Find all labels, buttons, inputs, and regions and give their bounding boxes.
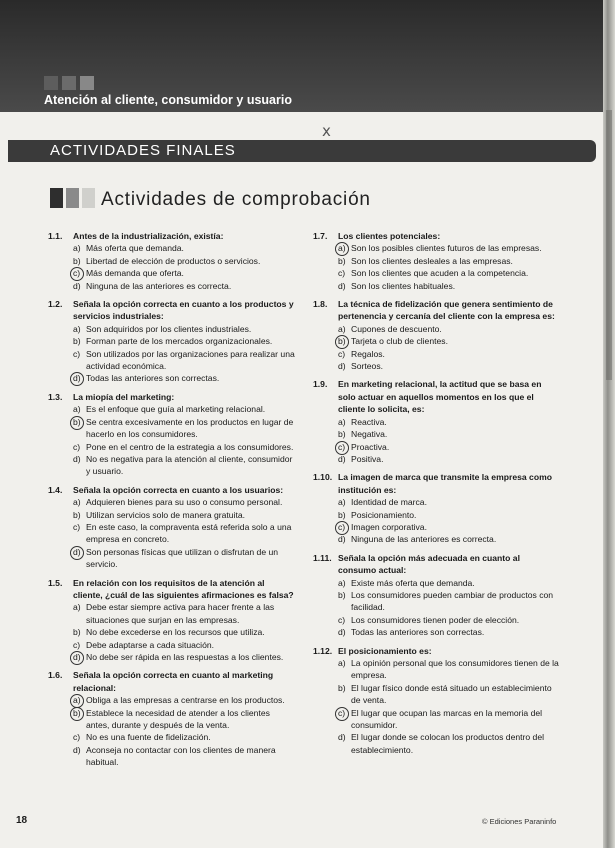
answer-option [338,614,560,626]
answer-option-circled [73,416,295,441]
header-square-icon [80,76,94,90]
question-item [313,645,560,757]
option-text: No debe ser rápida en las respuestas a los clientes. [86,652,284,662]
question-header [313,230,560,242]
option-letter: b) [73,255,81,266]
option-text: Positiva. [351,453,384,464]
question-text: La técnica de fidelización que genera sentimiento de pertenencia y cercanía del cliente con la empresa es: [338,299,555,322]
answer-option-circled [73,372,295,384]
question-text: El posicionamiento es: [338,645,432,656]
answer-option-circled [73,707,295,732]
answer-option-circled [73,546,295,571]
option-text: Imagen corporativa. [351,521,427,532]
answer-option [73,453,295,478]
option-letter: d) [73,372,86,384]
section-bar [8,140,596,162]
chapter-title: Atención al cliente, consumidor y usuario [44,93,292,107]
option-text: Proactiva. [351,441,390,452]
option-text: Debe estar siempre activa para hacer frente a las situaciones que surjan en las empresas. [86,602,275,625]
answer-option [338,267,560,279]
answer-option [73,521,295,546]
answer-option [338,577,560,589]
question-number: 1.4. [48,484,63,495]
answer-option [338,428,560,440]
answer-option [338,682,560,707]
option-letter: c) [338,441,351,453]
question-header [313,471,560,496]
option-text: Son los clientes que acuden a la competencia. [351,268,529,279]
option-letter: a) [73,323,81,334]
option-letter: b) [73,416,86,441]
option-letter: d) [338,534,346,545]
option-letter: c) [338,614,346,625]
option-letter: c) [73,267,86,279]
option-text: Existe más oferta que demanda. [351,577,475,588]
question-header [313,645,560,657]
option-text: No es una fuente de fidelización. [86,732,211,743]
option-letter: a) [338,242,351,254]
question-header [48,391,295,403]
question-text: En marketing relacional, la actitud que se basa en solo actuar en aquellos momentos en los que el cliente lo solicita, es: [338,379,542,415]
question-item [48,230,295,292]
answer-option [338,509,560,521]
option-letter: a) [338,323,346,334]
publisher-credit: © Ediciones Paraninfo [482,817,557,826]
question-number: 1.6. [48,670,63,681]
option-letter: c) [338,348,346,359]
question-number: 1.1. [48,231,63,241]
option-text: Adquieren bienes para su uso o consumo personal. [86,497,283,508]
question-text: Antes de la industrialización, existía: [73,231,224,241]
answer-option [73,509,295,521]
answer-option [338,453,560,465]
subsection-square-icon [50,188,63,208]
option-letter: d) [338,280,346,291]
section-title: ACTIVIDADES FINALES [50,142,236,159]
question-text: Señala la opción más adecuada en cuanto al consumo actual: [338,552,520,576]
option-text: Regalos. [351,348,385,359]
answer-option [338,496,560,508]
answer-option [73,335,295,347]
option-text: No es negativa para la atención al cliente, consumidor y usuario. [86,453,293,477]
option-letter: c) [338,268,346,279]
option-text: Obliga a las empresas a centrarse en los productos. [86,695,285,706]
answer-option [73,601,295,626]
option-text: Negativa. [351,429,388,440]
question-item [48,391,295,478]
option-letter: d) [73,744,81,755]
question-number: 1.10. [313,472,333,483]
option-text: El lugar que ocupan las marcas en la memoria del consumidor. [351,707,543,731]
option-text: Forman parte de los mercados organizacionales. [86,336,273,347]
option-letter: c) [73,732,81,743]
option-letter: b) [338,429,346,440]
option-text: Son utilizados por las organizaciones para realizar una actividad económica. [86,348,295,372]
option-text: Son los clientes habituales. [351,280,456,291]
option-text: El lugar donde se colocan los productos dentro del establecimiento. [351,732,545,755]
question-number: 1.3. [48,391,63,402]
question-text: La imagen de marca que transmite la empresa como institución es: [338,472,552,495]
option-letter: d) [338,453,346,464]
question-header [313,378,560,415]
page-edge-tab [606,110,612,380]
option-letter: a) [338,577,346,588]
question-number: 1.9. [313,379,328,390]
option-letter: c) [338,707,351,732]
option-text: Los consumidores tienen poder de elección. [351,614,520,625]
question-text: En relación con los requisitos de la atención al cliente, ¿cuál de las siguientes afirmaciones es falsa? [73,577,294,600]
option-text: Establece la necesidad de atender a los clientes antes, durante y después de la venta. [86,707,270,731]
answer-option [338,360,560,372]
header-square-icon [44,76,58,90]
option-text: Es el enfoque que guía al marketing relacional. [86,404,266,415]
option-text: Más demanda que oferta. [86,268,184,279]
answer-option-circled [338,441,560,453]
answer-option-circled [73,267,295,279]
question-header [48,298,295,323]
option-text: Utilizan servicios solo de manera gratuita. [86,509,246,520]
option-letter: b) [73,509,81,520]
option-text: Reactiva. [351,416,387,427]
option-text: Debe adaptarse a cada situación. [86,639,215,650]
option-letter: d) [338,627,346,638]
option-text: Ninguna de las anteriores es correcta. [351,534,497,545]
option-letter: b) [338,255,346,266]
option-text: Pone en el centro de la estrategia a los consumidores. [86,441,294,452]
option-letter: c) [73,441,81,452]
answer-option [338,323,560,335]
option-text: Tarjeta o club de clientes. [351,336,448,347]
answer-option [73,626,295,638]
option-letter: b) [338,509,346,520]
answer-option [73,496,295,508]
option-letter: a) [73,243,81,254]
option-text: La opinión personal que los consumidores tienen de la empresa. [351,658,559,681]
option-letter: c) [73,521,81,532]
option-text: El lugar físico donde está situado un establecimiento de venta. [351,682,552,706]
option-letter: a) [73,404,81,415]
question-item [313,378,560,465]
option-text: Cupones de descuento. [351,323,442,334]
option-text: Son personas físicas que utilizan o disfrutan de un servicio. [86,546,279,570]
question-item [313,552,560,639]
handwritten-mark: x [322,122,331,140]
question-item [313,298,560,372]
option-text: Son adquiridos por los clientes industriales. [86,323,252,334]
option-text: Libertad de elección de productos o servicios. [86,255,261,266]
answer-option [73,255,295,267]
question-header [48,484,295,496]
question-header [313,298,560,323]
answer-option [338,255,560,267]
question-number: 1.2. [48,299,63,310]
answer-option [73,441,295,453]
option-letter: a) [338,658,346,668]
answer-option-circled [338,242,560,254]
question-item [48,298,295,385]
question-text: La miopía del marketing: [73,391,175,402]
option-letter: d) [73,280,81,291]
question-number: 1.12. [313,645,333,656]
answer-option-circled [338,707,560,732]
option-letter: c) [73,348,81,359]
question-text: Señala la opción correcta en cuanto a los productos y servicios industriales: [73,299,294,322]
option-text: Todas las anteriores son correctas. [86,373,220,384]
option-letter: d) [338,361,346,372]
option-text: Sorteos. [351,361,384,372]
answer-option [73,744,295,769]
subsection-square-icon [66,188,79,208]
option-letter: d) [338,732,346,743]
option-text: Los consumidores pueden cambiar de productos con facilidad. [351,589,554,613]
answer-option [338,589,560,614]
answer-option [338,416,560,428]
header-square-icon [62,76,76,90]
option-text: Más oferta que demanda. [86,243,184,254]
option-letter: a) [73,497,81,508]
answer-option [338,533,560,545]
option-letter: b) [73,627,81,638]
option-text: Se centra excesivamente en los productos en lugar de hacerlo en los consumidores. [86,416,294,440]
option-letter: a) [338,416,346,427]
option-letter: d) [73,651,86,663]
option-letter: c) [338,521,351,533]
answer-option [338,657,560,682]
option-letter: b) [338,589,346,600]
option-letter: a) [73,602,81,613]
questions-right-column [313,230,560,762]
questions-left-column [48,230,295,775]
page-number: 18 [16,815,28,826]
option-text: Identidad de marca. [351,497,427,508]
answer-option-circled [73,694,295,706]
question-header [48,669,295,694]
answer-option [73,323,295,335]
option-letter: a) [338,497,346,508]
chapter-header [0,0,603,112]
answer-option [73,403,295,415]
question-text: Señala la opción correcta en cuanto a los usuarios: [73,484,284,495]
question-header [313,552,560,577]
option-text: Son los posibles clientes futuros de las empresas. [351,243,542,254]
subsection-title: Actividades de comprobación [101,189,371,210]
option-text: En este caso, la compraventa está referida solo a una empresa en concreto. [86,521,292,545]
answer-option [338,280,560,292]
answer-option [338,731,560,756]
option-letter: d) [73,453,81,464]
option-letter: d) [73,546,86,571]
question-item [48,669,295,768]
answer-option [338,348,560,360]
question-header [48,230,295,242]
answer-option [73,348,295,373]
option-text: Todas las anteriores son correctas. [351,627,485,638]
question-item [48,577,295,664]
option-text: No debe excederse en los recursos que utiliza. [86,627,265,638]
option-letter: c) [73,639,81,650]
answer-option [73,639,295,651]
question-text: Señala la opción correcta en cuanto al marketing relacional: [73,670,274,693]
question-text: Los clientes potenciales: [338,231,441,241]
option-text: Son los clientes desleales a las empresas. [351,255,513,266]
option-text: Ninguna de las anteriores es correcta. [86,280,232,291]
option-letter: b) [338,335,351,347]
question-header [48,577,295,602]
option-letter: b) [73,336,81,347]
option-letter: b) [338,682,346,693]
answer-option-circled [338,335,560,347]
option-letter: a) [73,694,86,706]
answer-option [73,280,295,292]
answer-option-circled [73,651,295,663]
question-item [48,484,295,571]
question-number: 1.8. [313,299,328,310]
subsection-square-icon [82,188,95,208]
answer-option-circled [338,521,560,533]
question-number: 1.11. [313,552,332,563]
question-item [313,471,560,545]
answer-option [73,731,295,743]
option-text: Posicionamiento. [351,509,417,520]
question-number: 1.5. [48,577,63,588]
answer-option [338,626,560,638]
question-number: 1.7. [313,231,328,241]
answer-option [73,242,295,254]
option-text: Aconseja no contactar con los clientes de manera habitual. [86,744,276,768]
question-item [313,230,560,292]
option-letter: b) [73,707,86,732]
